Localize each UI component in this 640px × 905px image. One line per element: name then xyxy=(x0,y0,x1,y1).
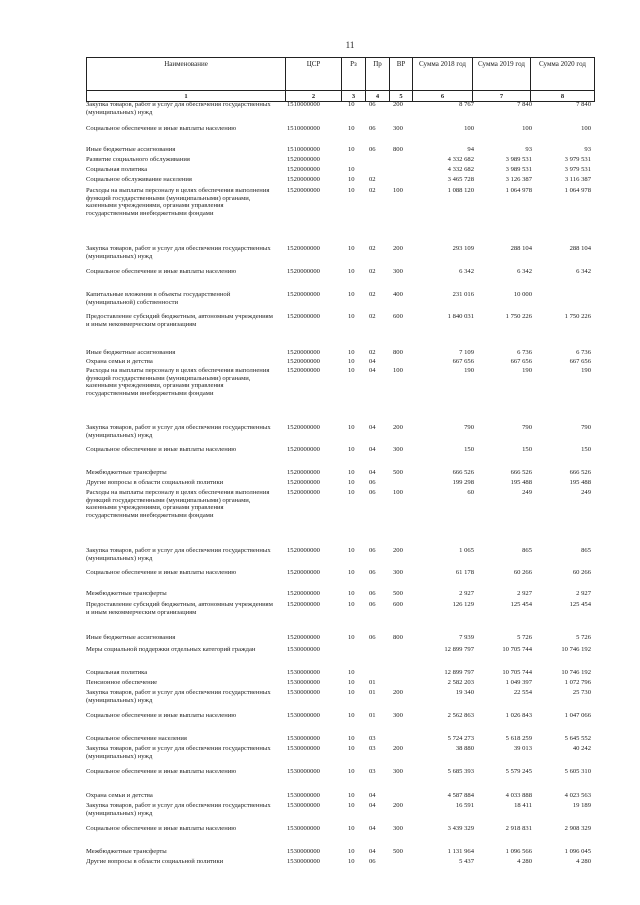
cell-rz: 10 xyxy=(348,679,355,686)
cell-vr: 800 xyxy=(393,634,403,641)
cell-name: Закупка товаров, работ и услуг для обеспечения государственных (муниципальных) нужд xyxy=(86,101,271,116)
cell-pr: 04 xyxy=(369,446,376,453)
cell-vr: 300 xyxy=(393,125,403,132)
cell-pr: 06 xyxy=(369,601,376,608)
cell-s19: 10 000 xyxy=(513,291,532,298)
cell-s18: 4 587 884 xyxy=(447,792,474,799)
cell-rz: 10 xyxy=(348,424,355,431)
cell-vr: 400 xyxy=(393,291,403,298)
cell-s20: 93 xyxy=(584,146,591,153)
cell-csr: 1520000000 xyxy=(287,424,320,431)
cell-name: Предоставление субсидий бюджетным, автономным учреждениям и иным некоммерческим организациям xyxy=(86,601,273,616)
cell-s20: 150 xyxy=(581,446,591,453)
cell-s20: 6 736 xyxy=(576,349,591,356)
cell-vr: 800 xyxy=(393,146,403,153)
cell-s18: 199 298 xyxy=(452,479,474,486)
cell-s18: 1 840 031 xyxy=(447,313,474,320)
cell-vr: 200 xyxy=(393,802,403,809)
cell-name: Закупка товаров, работ и услуг для обеспечения государственных (муниципальных) нужд xyxy=(86,802,271,817)
cell-rz: 10 xyxy=(348,569,355,576)
header-num: 8 xyxy=(531,91,595,102)
cell-vr: 500 xyxy=(393,590,403,597)
cell-csr: 1510000000 xyxy=(287,101,320,108)
cell-s20: 2 927 xyxy=(576,590,591,597)
cell-rz: 10 xyxy=(348,858,355,865)
cell-s18: 150 xyxy=(464,446,474,453)
cell-s19: 2 927 xyxy=(517,590,532,597)
cell-rz: 10 xyxy=(348,634,355,641)
cell-rz: 10 xyxy=(348,669,355,676)
cell-s20: 2 908 329 xyxy=(564,825,591,832)
cell-s19: 790 xyxy=(522,424,532,431)
cell-rz: 10 xyxy=(348,367,355,374)
cell-s20: 19 189 xyxy=(572,802,591,809)
cell-s18: 16 591 xyxy=(455,802,474,809)
cell-vr: 800 xyxy=(393,349,403,356)
cell-vr: 100 xyxy=(393,367,403,374)
cell-pr: 04 xyxy=(369,848,376,855)
cell-vr: 300 xyxy=(393,768,403,775)
cell-pr: 02 xyxy=(369,268,376,275)
cell-name: Социальная политика xyxy=(86,166,148,173)
cell-pr: 06 xyxy=(369,569,376,576)
cell-s20: 5 605 310 xyxy=(564,768,591,775)
cell-s19: 150 xyxy=(522,446,532,453)
cell-pr: 01 xyxy=(369,712,376,719)
cell-csr: 1520000000 xyxy=(287,313,320,320)
cell-csr: 1520000000 xyxy=(287,489,320,496)
cell-csr: 1530000000 xyxy=(287,712,320,719)
cell-rz: 10 xyxy=(348,590,355,597)
cell-name: Расходы на выплаты персоналу в целях обеспечения выполнения функций государственными (муниципальными) органами, казенными учреждениями, органами управления государственными внебюджетными фондами xyxy=(86,367,270,397)
cell-vr: 200 xyxy=(393,547,403,554)
cell-csr: 1520000000 xyxy=(287,601,320,608)
cell-csr: 1520000000 xyxy=(287,547,320,554)
cell-rz: 10 xyxy=(348,489,355,496)
cell-s19: 60 266 xyxy=(513,569,532,576)
cell-name: Социальное обеспечение и иные выплаты населению xyxy=(86,768,237,775)
cell-csr: 1520000000 xyxy=(287,291,320,298)
cell-s18: 667 656 xyxy=(452,358,474,365)
cell-s18: 19 340 xyxy=(455,689,474,696)
cell-s18: 7 939 xyxy=(459,634,474,641)
cell-name: Социальное обеспечение и иные выплаты населению xyxy=(86,446,237,453)
cell-rz: 10 xyxy=(348,712,355,719)
cell-s20: 10 746 192 xyxy=(561,646,591,653)
cell-pr: 03 xyxy=(369,745,376,752)
cell-vr: 500 xyxy=(393,848,403,855)
cell-vr: 300 xyxy=(393,446,403,453)
cell-rz: 10 xyxy=(348,745,355,752)
cell-s19: 1 750 226 xyxy=(505,313,532,320)
cell-pr: 06 xyxy=(369,146,376,153)
cell-s18: 7 109 xyxy=(459,349,474,356)
cell-s19: 7 840 xyxy=(517,101,532,108)
cell-name: Охрана семьи и детства xyxy=(86,358,153,365)
cell-s20: 25 730 xyxy=(572,689,591,696)
cell-s20: 40 242 xyxy=(572,745,591,752)
cell-csr: 1530000000 xyxy=(287,802,320,809)
cell-s20: 1 096 045 xyxy=(564,848,591,855)
cell-rz: 10 xyxy=(348,313,355,320)
cell-pr: 02 xyxy=(369,176,376,183)
cell-rz: 10 xyxy=(348,689,355,696)
cell-s18: 3 465 728 xyxy=(447,176,474,183)
cell-name: Пенсионное обеспечение xyxy=(86,679,158,686)
cell-csr: 1520000000 xyxy=(287,367,320,374)
cell-pr: 06 xyxy=(369,547,376,554)
cell-name: Социальное обеспечение и иные выплаты населению xyxy=(86,825,237,832)
cell-s20: 7 840 xyxy=(576,101,591,108)
cell-s18: 1 131 964 xyxy=(447,848,474,855)
header-pr: Пр xyxy=(366,58,390,91)
cell-rz: 10 xyxy=(348,166,355,173)
cell-s19: 2 918 831 xyxy=(505,825,532,832)
header-rz: Рз xyxy=(342,58,366,91)
header-num: 3 xyxy=(342,91,366,102)
cell-s18: 231 016 xyxy=(452,291,474,298)
cell-name: Иные бюджетные ассигнования xyxy=(86,146,176,153)
cell-s19: 1 026 843 xyxy=(505,712,532,719)
cell-vr: 300 xyxy=(393,569,403,576)
cell-pr: 04 xyxy=(369,358,376,365)
cell-csr: 1520000000 xyxy=(287,446,320,453)
cell-pr: 06 xyxy=(369,489,376,496)
cell-s19: 3 989 531 xyxy=(505,166,532,173)
cell-rz: 10 xyxy=(348,125,355,132)
cell-rz: 10 xyxy=(348,176,355,183)
cell-s19: 195 488 xyxy=(510,479,532,486)
cell-s19: 125 454 xyxy=(510,601,532,608)
cell-s18: 60 xyxy=(467,489,474,496)
cell-s19: 100 xyxy=(522,125,532,132)
cell-s19: 5 618 259 xyxy=(505,735,532,742)
cell-name: Закупка товаров, работ и услуг для обеспечения государственных (муниципальных) нужд xyxy=(86,424,271,439)
cell-name: Закупка товаров, работ и услуг для обеспечения государственных (муниципальных) нужд xyxy=(86,689,271,704)
cell-s20: 666 526 xyxy=(569,469,591,476)
cell-pr: 01 xyxy=(369,679,376,686)
header-sum-2019: Сумма 2019 год xyxy=(473,58,531,91)
cell-pr: 04 xyxy=(369,802,376,809)
cell-vr: 200 xyxy=(393,689,403,696)
cell-s20: 3 979 531 xyxy=(564,156,591,163)
cell-pr: 06 xyxy=(369,125,376,132)
cell-name: Социальное обеспечение населения xyxy=(86,735,187,742)
cell-vr: 300 xyxy=(393,712,403,719)
cell-rz: 10 xyxy=(348,446,355,453)
cell-csr: 1520000000 xyxy=(287,569,320,576)
cell-csr: 1530000000 xyxy=(287,646,320,653)
cell-s20: 195 488 xyxy=(569,479,591,486)
cell-csr: 1520000000 xyxy=(287,479,320,486)
cell-name: Другие вопросы в области социальной политики xyxy=(86,858,224,865)
cell-rz: 10 xyxy=(348,245,355,252)
cell-name: Другие вопросы в области социальной политики xyxy=(86,479,224,486)
cell-s19: 667 656 xyxy=(510,358,532,365)
cell-s18: 61 178 xyxy=(455,569,474,576)
cell-s20: 1 072 796 xyxy=(564,679,591,686)
cell-s18: 2 582 203 xyxy=(447,679,474,686)
cell-s20: 190 xyxy=(581,367,591,374)
cell-s19: 10 705 744 xyxy=(502,646,532,653)
cell-s18: 100 xyxy=(464,125,474,132)
cell-rz: 10 xyxy=(348,848,355,855)
cell-rz: 10 xyxy=(348,469,355,476)
cell-s19: 39 013 xyxy=(513,745,532,752)
cell-csr: 1520000000 xyxy=(287,590,320,597)
cell-s19: 6 342 xyxy=(517,268,532,275)
cell-name: Закупка товаров, работ и услуг для обеспечения государственных (муниципальных) нужд xyxy=(86,245,271,260)
cell-vr: 200 xyxy=(393,101,403,108)
cell-s19: 1 049 397 xyxy=(505,679,532,686)
cell-s20: 288 104 xyxy=(569,245,591,252)
cell-s18: 8 767 xyxy=(459,101,474,108)
header-sum-2020: Сумма 2020 год xyxy=(531,58,595,91)
cell-rz: 10 xyxy=(348,601,355,608)
cell-pr: 06 xyxy=(369,634,376,641)
header-num: 2 xyxy=(286,91,342,102)
cell-rz: 10 xyxy=(348,802,355,809)
cell-s18: 1 065 xyxy=(459,547,474,554)
header-num: 4 xyxy=(366,91,390,102)
cell-pr: 02 xyxy=(369,349,376,356)
cell-s18: 5 724 273 xyxy=(447,735,474,742)
cell-s19: 666 526 xyxy=(510,469,532,476)
cell-name: Социальное обеспечение и иные выплаты населению xyxy=(86,125,237,132)
cell-rz: 10 xyxy=(348,146,355,153)
cell-s18: 6 342 xyxy=(459,268,474,275)
cell-s18: 5 437 xyxy=(459,858,474,865)
cell-pr: 04 xyxy=(369,367,376,374)
cell-rz: 10 xyxy=(348,349,355,356)
cell-s19: 4 280 xyxy=(517,858,532,865)
cell-vr: 200 xyxy=(393,245,403,252)
cell-name: Развитие социального обслуживания xyxy=(86,156,190,163)
header-name: Наименование xyxy=(87,58,286,91)
cell-name: Охрана семьи и детства xyxy=(86,792,153,799)
cell-name: Предоставление субсидий бюджетным, автономным учреждениям и иным некоммерческим организациям xyxy=(86,313,273,328)
cell-s18: 3 439 329 xyxy=(447,825,474,832)
cell-s19: 5 579 245 xyxy=(505,768,532,775)
cell-s20: 3 979 531 xyxy=(564,166,591,173)
cell-vr: 300 xyxy=(393,268,403,275)
cell-s18: 790 xyxy=(464,424,474,431)
cell-name: Иные бюджетные ассигнования xyxy=(86,634,176,641)
cell-s19: 3 989 531 xyxy=(505,156,532,163)
cell-s18: 4 332 682 xyxy=(447,156,474,163)
table-header xyxy=(86,57,595,102)
cell-csr: 1520000000 xyxy=(287,176,320,183)
cell-rz: 10 xyxy=(348,187,355,194)
cell-csr: 1520000000 xyxy=(287,245,320,252)
cell-rz: 10 xyxy=(348,825,355,832)
cell-s18: 4 332 682 xyxy=(447,166,474,173)
cell-csr: 1530000000 xyxy=(287,679,320,686)
cell-csr: 1520000000 xyxy=(287,187,320,194)
cell-vr: 100 xyxy=(393,187,403,194)
cell-name: Капитальные вложения в объекты государственной (муниципальной) собственности xyxy=(86,291,231,306)
cell-csr: 1530000000 xyxy=(287,669,320,676)
page-number: 11 xyxy=(345,40,355,50)
cell-s20: 790 xyxy=(581,424,591,431)
cell-s20: 3 116 387 xyxy=(564,176,591,183)
cell-pr: 04 xyxy=(369,792,376,799)
cell-csr: 1520000000 xyxy=(287,634,320,641)
cell-s19: 249 xyxy=(522,489,532,496)
cell-pr: 03 xyxy=(369,768,376,775)
cell-vr: 600 xyxy=(393,601,403,608)
cell-s19: 1 096 566 xyxy=(505,848,532,855)
cell-pr: 04 xyxy=(369,469,376,476)
cell-pr: 06 xyxy=(369,858,376,865)
cell-s18: 190 xyxy=(464,367,474,374)
cell-s18: 126 129 xyxy=(452,601,474,608)
cell-name: Межбюджетные трансферты xyxy=(86,469,167,476)
cell-s18: 293 109 xyxy=(452,245,474,252)
cell-csr: 1520000000 xyxy=(287,166,320,173)
cell-s19: 190 xyxy=(522,367,532,374)
header-vr: ВР xyxy=(390,58,413,91)
cell-s18: 666 526 xyxy=(452,469,474,476)
cell-csr: 1520000000 xyxy=(287,469,320,476)
cell-rz: 10 xyxy=(348,268,355,275)
cell-vr: 100 xyxy=(393,489,403,496)
cell-rz: 10 xyxy=(348,768,355,775)
cell-s20: 60 266 xyxy=(572,569,591,576)
cell-s19: 3 126 387 xyxy=(505,176,532,183)
cell-csr: 1530000000 xyxy=(287,792,320,799)
cell-s18: 1 088 120 xyxy=(447,187,474,194)
cell-s19: 10 705 744 xyxy=(502,669,532,676)
cell-s18: 5 685 393 xyxy=(447,768,474,775)
cell-csr: 1510000000 xyxy=(287,146,320,153)
cell-vr: 500 xyxy=(393,469,403,476)
header-sum-2018: Сумма 2018 год xyxy=(413,58,473,91)
cell-pr: 02 xyxy=(369,313,376,320)
cell-pr: 02 xyxy=(369,187,376,194)
cell-csr: 1520000000 xyxy=(287,268,320,275)
cell-rz: 10 xyxy=(348,291,355,298)
cell-name: Межбюджетные трансферты xyxy=(86,848,167,855)
cell-s20: 10 746 192 xyxy=(561,669,591,676)
cell-pr: 01 xyxy=(369,689,376,696)
cell-s20: 667 656 xyxy=(569,358,591,365)
cell-csr: 1530000000 xyxy=(287,745,320,752)
cell-s18: 94 xyxy=(467,146,474,153)
cell-csr: 1530000000 xyxy=(287,848,320,855)
cell-s19: 1 064 978 xyxy=(505,187,532,194)
cell-s20: 865 xyxy=(581,547,591,554)
cell-name: Расходы на выплаты персоналу в целях обеспечения выполнения функций государственными (муниципальными) органами, казенными учреждениями, органами управления государственными внебюджетными фондами xyxy=(86,489,270,519)
cell-name: Закупка товаров, работ и услуг для обеспечения государственных (муниципальных) нужд xyxy=(86,547,271,562)
cell-s18: 2 562 863 xyxy=(447,712,474,719)
cell-name: Социальное обеспечение и иные выплаты населению xyxy=(86,569,237,576)
cell-name: Межбюджетные трансферты xyxy=(86,590,167,597)
cell-pr: 03 xyxy=(369,735,376,742)
cell-pr: 06 xyxy=(369,101,376,108)
cell-name: Меры социальной поддержки отдельных категорий граждан xyxy=(86,646,256,653)
cell-rz: 10 xyxy=(348,101,355,108)
cell-s20: 4 023 563 xyxy=(564,792,591,799)
cell-csr: 1510000000 xyxy=(287,125,320,132)
cell-rz: 10 xyxy=(348,792,355,799)
cell-pr: 06 xyxy=(369,479,376,486)
cell-name: Иные бюджетные ассигнования xyxy=(86,349,176,356)
cell-s20: 1 750 226 xyxy=(564,313,591,320)
cell-pr: 02 xyxy=(369,245,376,252)
cell-s18: 12 899 797 xyxy=(444,669,474,676)
header-num: 7 xyxy=(473,91,531,102)
cell-rz: 10 xyxy=(348,358,355,365)
cell-s20: 100 xyxy=(581,125,591,132)
cell-name: Расходы на выплаты персоналу в целях обеспечения выполнения функций государственными (муниципальными) органами, казенными учреждениями, органами управления государственными внебюджетными фондами xyxy=(86,187,270,217)
cell-name: Закупка товаров, работ и услуг для обеспечения государственных (муниципальных) нужд xyxy=(86,745,271,760)
header-num: 5 xyxy=(390,91,413,102)
cell-csr: 1520000000 xyxy=(287,349,320,356)
header-num: 6 xyxy=(413,91,473,102)
cell-s20: 1 047 066 xyxy=(564,712,591,719)
cell-vr: 300 xyxy=(393,825,403,832)
cell-s20: 5 726 xyxy=(576,634,591,641)
cell-s18: 38 880 xyxy=(455,745,474,752)
cell-csr: 1520000000 xyxy=(287,358,320,365)
cell-csr: 1530000000 xyxy=(287,768,320,775)
cell-csr: 1530000000 xyxy=(287,689,320,696)
cell-s19: 18 411 xyxy=(514,802,532,809)
cell-name: Социальная политика xyxy=(86,669,148,676)
cell-s19: 5 726 xyxy=(517,634,532,641)
cell-s20: 1 064 978 xyxy=(564,187,591,194)
cell-csr: 1530000000 xyxy=(287,858,320,865)
cell-s18: 12 899 797 xyxy=(444,646,474,653)
cell-s19: 22 554 xyxy=(513,689,532,696)
cell-s20: 125 454 xyxy=(569,601,591,608)
cell-name: Социальное обеспечение и иные выплаты населению xyxy=(86,268,237,275)
cell-s19: 288 104 xyxy=(510,245,532,252)
cell-csr: 1520000000 xyxy=(287,156,320,163)
cell-s18: 2 927 xyxy=(459,590,474,597)
cell-vr: 200 xyxy=(393,424,403,431)
header-csr: ЦСР xyxy=(286,58,342,91)
cell-name: Социальное обслуживание населения xyxy=(86,176,192,183)
cell-s20: 6 342 xyxy=(576,268,591,275)
cell-s19: 865 xyxy=(522,547,532,554)
cell-pr: 04 xyxy=(369,825,376,832)
cell-vr: 600 xyxy=(393,313,403,320)
cell-s19: 4 033 888 xyxy=(505,792,532,799)
cell-vr: 200 xyxy=(393,745,403,752)
cell-rz: 10 xyxy=(348,547,355,554)
header-num: 1 xyxy=(87,91,286,102)
cell-csr: 1530000000 xyxy=(287,825,320,832)
cell-rz: 10 xyxy=(348,479,355,486)
cell-pr: 04 xyxy=(369,424,376,431)
cell-s20: 5 645 552 xyxy=(564,735,591,742)
cell-csr: 1530000000 xyxy=(287,735,320,742)
cell-pr: 02 xyxy=(369,291,376,298)
cell-s20: 249 xyxy=(581,489,591,496)
cell-s20: 4 280 xyxy=(576,858,591,865)
cell-s19: 93 xyxy=(525,146,532,153)
cell-rz: 10 xyxy=(348,735,355,742)
cell-name: Социальное обеспечение и иные выплаты населению xyxy=(86,712,237,719)
cell-pr: 06 xyxy=(369,590,376,597)
cell-s19: 6 736 xyxy=(517,349,532,356)
